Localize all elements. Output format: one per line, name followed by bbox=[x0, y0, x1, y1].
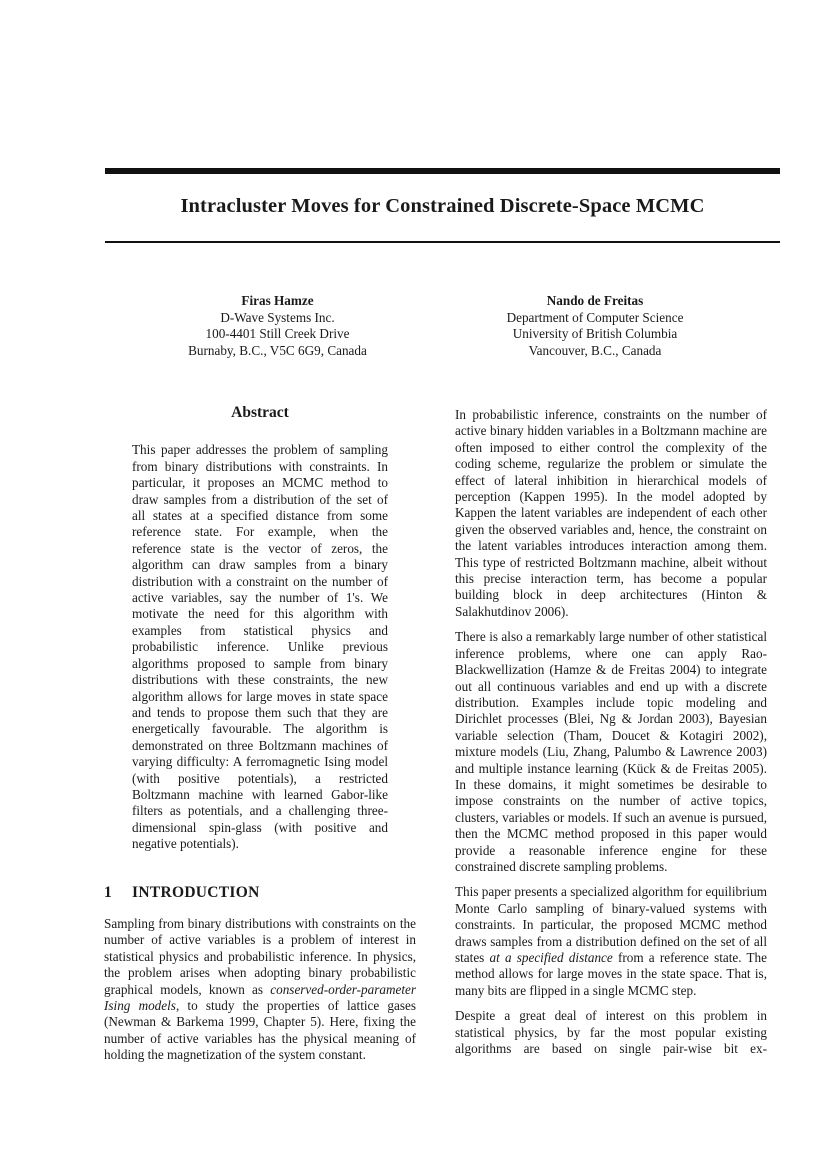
author-affiliation-line: University of British Columbia bbox=[512, 326, 678, 341]
paper-title: Intracluster Moves for Constrained Discrete-Space MCMC bbox=[180, 195, 705, 217]
right-column bbox=[455, 407, 767, 1057]
body-paragraph: Despite a great deal of interest on this problem in statistical physics, by far the most popular existing algorithms are based on single pair-wise bit ex- bbox=[455, 1008, 767, 1057]
author-block-2 bbox=[470, 293, 720, 359]
text-run: Sampling from binary distributions with constraints on the number of active variables is a problem of interest in statistical physics and probabilistic inference. In physics, the problem arises when adopting binary probabilistic graphical models, known as bbox=[104, 915, 416, 997]
text-run: This paper presents a specialized algorithm for equilibrium Monte Carlo sampling of binary-valued systems with constraints. In particular, the proposed MCMC method draws samples from a distribution defined on the set of all states bbox=[455, 884, 767, 965]
abstract-body bbox=[104, 442, 416, 852]
author-block-1 bbox=[165, 293, 390, 359]
section-heading-introduction bbox=[104, 885, 416, 901]
body-paragraph bbox=[455, 884, 767, 999]
text-run: from a reference state. The method allows for large moves in the state space. That is, many bits are flipped in a single MCMC step. bbox=[455, 950, 767, 998]
abstract-paragraph: This paper addresses the problem of sampling from binary distributions with constraints. In particular, it proposes an MCMC method to draw samples from a distribution of the set of all states at a specified distance from some reference state. For example, when the reference state is the vector of zeros, the algorithm can draw samples from a binary distribution with a constraint on the number of active variables, say the number of 1's. We motivate the need for this algorithm with examples from statistical physics and probabilistic inference. Unlike previous algorithms proposed to sample from binary distributions with these constraints, the new algorithm allows for large moves in state space and tends to propose them such that they are energetically favourable. The algorithm is demonstrated on three Boltzmann machines of varying difficulty: A ferromagnetic Ising model (with positive potentials), a restricted Boltzmann machine with learned Gabor-like filters as potentials, and a challenging three-dimensional spin-glass (with positive and negative potentials). bbox=[132, 442, 388, 852]
author-affiliation-line: D-Wave Systems Inc. bbox=[220, 309, 335, 325]
left-column bbox=[104, 405, 416, 1064]
title-bottom-rule bbox=[105, 241, 780, 243]
emphasis-text: conserved-order-parameter Ising models bbox=[104, 981, 416, 1013]
author-affiliation-line: Department of Computer Science bbox=[506, 309, 684, 325]
emphasis-text: at a specified distance bbox=[489, 950, 613, 965]
text-run: , to study the properties of lattice gases (Newman & Barkema 1999, Chapter 5). Here, fixing the number of active variables has the physical meaning of holding the magnetization of the system constant. bbox=[104, 998, 416, 1063]
author-affiliation-line: Burnaby, B.C., V5C 6G9, Canada bbox=[188, 342, 367, 358]
section-number: 1 bbox=[104, 883, 113, 901]
author-affiliation-line: Vancouver, B.C., Canada bbox=[528, 342, 662, 358]
abstract-heading: Abstract bbox=[231, 404, 289, 421]
section-title: INTRODUCTION bbox=[132, 883, 260, 901]
intro-paragraph bbox=[104, 916, 416, 1064]
author-name: Firas Hamze bbox=[241, 293, 314, 308]
title-top-rule bbox=[105, 168, 780, 174]
body-paragraph: There is also a remarkably large number of other statistical inference problems, where one can apply Rao-Blackwellization (Hamze & de Freitas 2004) to integrate out all continuous variables and end up with a discrete distribution. Examples include topic modeling and Dirichlet processes (Blei, Ng & Jordan 2003), Bayesian variable selection (Tham, Doucet & Kotagiri 2002), mixture models (Liu, Zhang, Palumbo & Lawrence 2003) and multiple instance learning (Kück & de Freitas 2005). In these domains, it might sometimes be desirable to impose constraints on the number of active topics, clusters, variables or models. If such an avenue is pursued, then the MCMC method proposed in this paper would provide a reasonable inference engine for these constrained discrete sampling problems. bbox=[455, 629, 767, 874]
author-name: Nando de Freitas bbox=[546, 293, 644, 308]
body-paragraph: In probabilistic inference, constraints on the number of active binary hidden variables in a Boltzmann machine are often imposed to either control the complexity of the coding scheme, regularize the problem or simulate the effect of lateral inhibition in hierarchical models of perception (Kappen 1995). In the model adopted by Kappen the latent variables are independent of each other given the observed variables and, hence, the constraint on the latent variables introduces interaction among them. This type of restricted Boltzmann machine, albeit without this precise interaction term, has become a popular building block in deep architectures (Hinton & Salakhutdinov 2006). bbox=[455, 407, 767, 619]
author-affiliation-line: 100-4401 Still Creek Drive bbox=[205, 326, 350, 341]
